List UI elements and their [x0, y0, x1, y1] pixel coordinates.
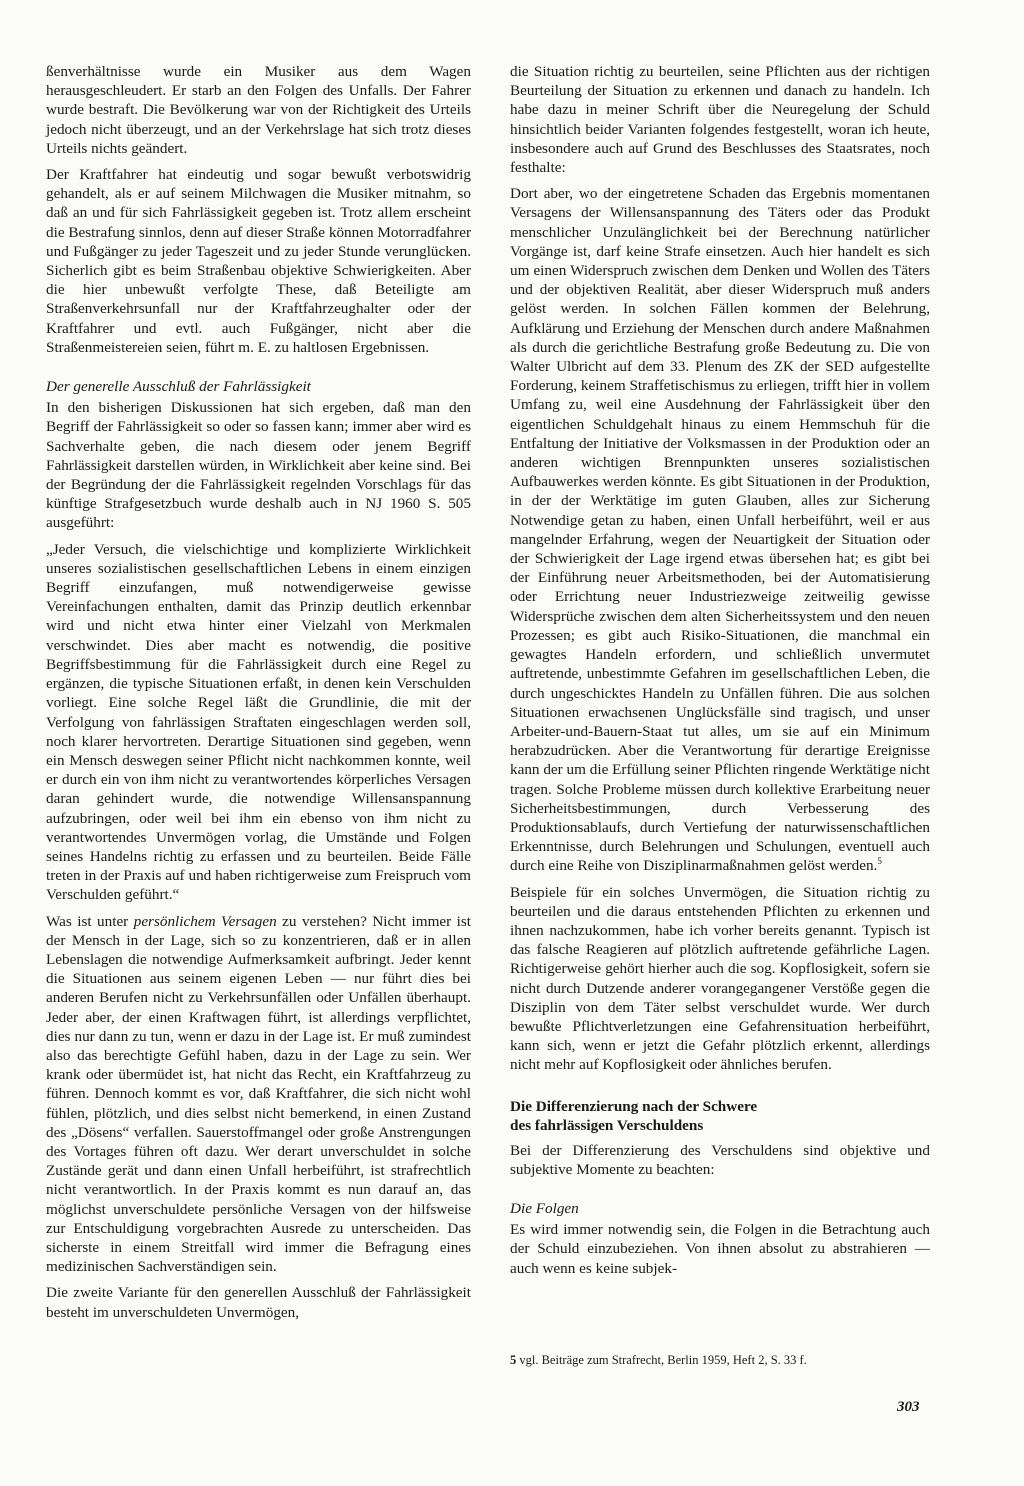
page-number: 303 [897, 1399, 920, 1415]
section-heading [510, 1097, 930, 1135]
paragraph: Es wird immer notwendig sein, die Folgen in die Betrachtung auch der Schuld einzubeziehen. Von ihnen absolut zu abstrahieren — auch wenn es keine subjek- [510, 1221, 930, 1277]
text: zu verstehen? Nicht immer ist der Mensch in der Lage, sich so zu konzentrieren, daß er in allen Lebenslagen die notwendige Aufmerksamkeit aufbringt. Jeder kennt die Situationen aus seinem eigenen Leben — nur führt dies bei anderen Berufen nicht zu Verkehrsunfällen oder Unfällen überhaupt. Jeder aber, der einen Kraftwagen führt, ist allerdings verpflichtet, dies nur dann zu tun, wenn er dazu in der Lage ist. Er muß zumindest also das berechtigte Gefühl haben, dazu in der Lage zu sein. Wer krank oder übermüdet ist, hat nicht das Recht, ein Kraftfahrzeug zu führen. Dennoch kommt es vor, daß Kraftfahrer, die sich nicht wohl fühlen, plötzlich, und dies selbst nicht bemerkend, in einen Zustand des „Dösens“ verfallen. Sauerstoffmangel oder große Anstrengungen des Vortages führen oft dazu. Wer derart unverschuldet in solche Zustände gerät und dann einen Unfall herbeiführt, ist strafrechtlich nicht verantwortlich. In der Praxis kommt es nun darauf an, das möglichst unverschuldete persönliche Versagen von der hilfsweise zur Entschuldigung vorgebrachten Ausrede zu unterscheiden. Das sicherste in einem Streitfall wird immer die Befragung eines medizinischen Sachverständigen sein. [46, 912, 471, 1276]
footnote-text: vgl. Beiträge zum Strafrecht, Berlin 1959, Heft 2, S. 33 f. [516, 1353, 807, 1367]
section-heading: Der generelle Ausschluß der Fahrlässigkeit [46, 378, 311, 396]
heading-line: Die Differenzierung nach der Schwere [510, 1097, 758, 1115]
paragraph: die Situation richtig zu beurteilen, seine Pflichten aus der richtigen Beurteilung der Situation zu erkennen und danach zu handeln. Ich habe dazu in meiner Schrift über die Neuregelung der Schuld hinsichtlich beider Varianten folgendes festgestellt, woran ich heute, insbesondere auch auf Grund des Beschlusses des Staatsrates, noch festhalte: [510, 63, 930, 177]
subsection-heading: Die Folgen [510, 1199, 579, 1217]
paragraph: In den bisherigen Diskussionen hat sich ergeben, daß man den Begriff der Fahrlässigkeit so oder so fassen kann; immer aber wird es Sachverhalte geben, die nach diesem oder jenem Begriff Fahrlässigkeit darstellen würden, in Wirklichkeit aber keine sind. Bei der Begründung der die Fahrlässigkeit regelnden Vorschlags für das künftige Strafgesetzbuch wurde deshalb auch in NJ 1960 S. 505 ausgeführt: [46, 399, 471, 532]
paragraph: ßenverhältnisse wurde ein Musiker aus dem Wagen herausgeschleudert. Er starb an den Folgen des Unfalls. Der Fahrer wurde bestraft. Die Bevölkerung war von der Richtigkeit des Urteils jedoch nicht überzeugt, und an der Verkehrslage hat sich trotz dieses Urteils nichts geändert. [46, 63, 471, 157]
right-column [510, 62, 930, 1285]
paragraph: Beispiele für ein solches Unvermögen, die Situation richtig zu beurteilen und die daraus entstehenden Pflichten zu erkennen und ihnen nachzukommen, habe ich vorher bereits genannt. Typisch ist das falsche Reagieren auf plötzlich auftretende gefährliche Lagen. Richtigerweise gehört hierher auch die sog. Kopflosigkeit, sofern sie nicht durch Dutzende anderer vorangegangener Verstöße gegen die Disziplin von dem Täter selbst verschuldet wurde. Wer durch bewußte Pflichtverletzungen eine Gefahrensituation herbeiführt, kann sich, wenn er jetzt die Gefahr plötzlich erkennt, allerdings nicht mehr auf Kopflosigkeit oder ähnliches berufen. [510, 883, 930, 1074]
emphasis: persönlichem Versagen [133, 912, 277, 930]
quotation: „Jeder Versuch, die vielschichtige und komplizierte Wirklichkeit unseres sozialistischen gesellschaftlichen Lebens in einem einzigen Begriff einzufangen, muß notwendigerweise gewisse Vereinfachungen enthalten, damit das Prinzip deutlich erkennbar wird und nicht etwa hinter einer Vielzahl von Merkmalen verschwindet. Dies aber macht es notwendig, die positive Begriffsbestimmung für die Fahrlässigkeit durch eine Regel zu ergänzen, die typische Situationen erfaßt, in denen kein Verschulden vorliegt. Eine solche Regel läßt die Grundlinie, die mit der Verfolgung von fahrlässigen Straftaten eingeschlagen werden soll, noch klarer hervortreten. Derartige Situationen sind gegeben, wenn ein Mensch deswegen seiner Pflicht nicht nachkommen konnte, weil er durch ein von ihm nicht zu verantwortendes körperliches Versagen daran gehindert wurde, die notwendige Willensanspannung aufzubringen, oder weil bei ihm ein ebenso von ihm nicht zu verantwortendes Unvermögen vorlag, die Umstände und Folgen seines Handelns richtig zu erfassen und zu beurteilen. Beide Fälle treten in der Praxis auf und haben richtigerweise zum Freispruch vom Verschulden geführt.“ [46, 540, 471, 904]
paragraph: Der Kraftfahrer hat eindeutig und sogar bewußt verbotswidrig gehandelt, als er auf seinem Milchwagen die Musiker mitnahm, so daß an und für sich Fahrlässigkeit gegeben ist. Trotz allem erscheint die Bestrafung sinnlos, denn auf dieser Straße können Motorradfahrer und Fußgänger zu jeder Tageszeit und zu jeder Stunde verunglücken. Sicherlich gibt es beim Straßenbau objektive Schwierigkeiten. Aber die hier unbewußt verfolgte These, daß Beteiligte am Straßenverkehrsunfall nur der Kraftfahrzeughalter oder der Kraftfahrer und evtl. auch Fußgänger, nicht aber die Straßenmeistereien seien, führt m. E. zu haltlosen Ergebnissen. [46, 166, 471, 356]
text: Dort aber, wo der eingetretene Schaden das Ergebnis momentanen Versagens der Willensanspannung des Täters oder das Produkt menschlicher Unzulänglichkeit bei der Berechnung natürlicher Vorgänge ist, darf keine Strafe einsetzen. Auch hier handelt es sich um einen Widerspruch zwischen dem Denken und Wollen des Täters und der objektiven Realität, aber dieser Widerspruch muß anders gelöst werden. In solchen Fällen kommen der Belehrung, Aufklärung und Erziehung der Menschen durch andere Maßnahmen als durch die gerichtliche Bestrafung große Bedeutung zu. Die von Walter Ulbricht auf dem 33. Plenum des ZK der SED aufgestellte Forderung, keinem Straffetischismus zu erliegen, trifft hier in vollem Umfang zu, weil eine Ausdehnung der Fahrlässigkeit über den eigentlichen Schuldgehalt hinaus zu einem Hemmschuh für die Entfaltung der Initiative der Volksmassen in der Produktion oder an anderen wichtigen Brennpunkten unseres sozialistischen Aufbauwerkes werden könnte. Es gibt Situationen in der Produktion, in der der Werktätige im guten Glauben, alles zur Sicherung Notwendige getan zu haben, einen Unfall herbeiführt, weil er aus mangelnder Erfahrung, wegen der Neuartigkeit der Situation oder der Schwierigkeit der Lage irgend etwas übersehen hat; es gibt bei der Einführung neuer Arbeitsmethoden, bei der Automatisierung oder Errichtung neuer Industriezweige zeitweilig gewisse Widersprüche zwischen dem alten Sicherheitssystem und den neuen Prozessen; es gibt auch Risiko-Situationen, die manchmal ein gewagtes Handeln erfordern, und schließlich unvermutet auftretende, unbestimmte Gefahren im gesellschaftlichen Leben, die durch ungeschicktes Handeln zu Unfällen führen. Die aus solchen Situationen erwachsenen Unglücksfälle sind tragisch, und unser Arbeiter-und-Bauern-Staat tut alles, um sie auf ein Minimum herabzudrücken. Aber die Verantwortung für derartige Ereignisse kann der um die Erfüllung seiner Pflichten ringende Werktätige nicht tragen. Solche Probleme müssen durch kollektive Erarbeitung neuer Sicherheitsbestimmungen, durch Verbesserung des Produktionsablaufs, durch Vertiefung der naturwissenschaftlichen Erkenntnisse, durch Belehrungen und Schulungen, eventuell auch durch eine Reihe von Disziplinarmaßnahmen gelöst werden. [510, 185, 930, 875]
paragraph: Die zweite Variante für den generellen Ausschluß der Fahrlässigkeit besteht im unverschuldeten Unvermögen, [46, 1284, 471, 1321]
footnote-number: 5 [510, 1353, 517, 1367]
text: Was ist unter [46, 912, 134, 930]
quotation [510, 184, 930, 875]
heading-line: des fahrlässigen Verschuldens [510, 1116, 704, 1134]
paragraph: Bei der Differenzierung des Verschuldens sind objektive und subjektive Momente zu beachten: [510, 1141, 930, 1178]
left-column [46, 62, 471, 1329]
footnote-ref[interactable]: 5 [877, 856, 882, 867]
footnote [510, 1353, 930, 1368]
paragraph [46, 912, 471, 1277]
